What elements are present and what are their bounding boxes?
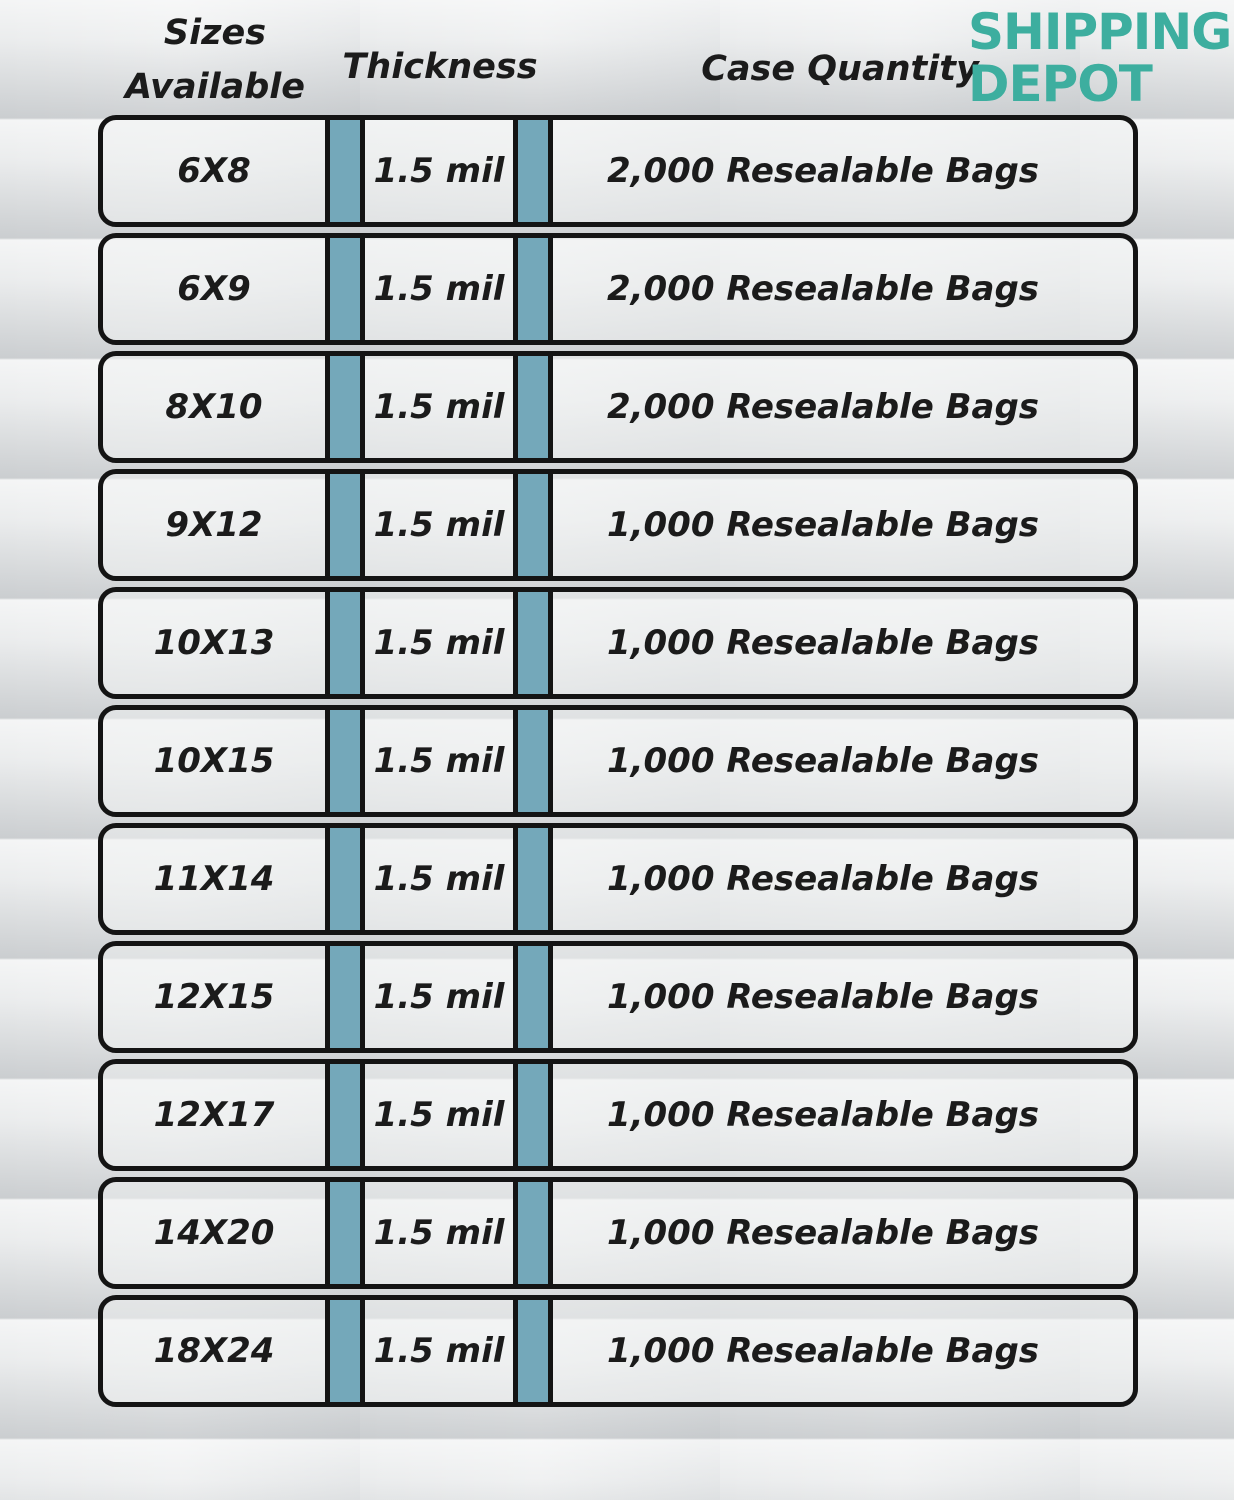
column-separator: [325, 351, 365, 463]
header-case-quantity: Case Quantity: [701, 49, 979, 89]
column-separator: [513, 823, 553, 935]
column-separator: [513, 705, 553, 817]
thickness-cell: 1.5 mil: [373, 859, 505, 899]
size-cell: 10X15: [153, 741, 275, 781]
thickness-cell: 1.5 mil: [373, 151, 505, 191]
size-cell: 12X15: [153, 977, 275, 1017]
table-row: [98, 941, 1138, 1053]
thickness-cell: 1.5 mil: [373, 741, 505, 781]
size-cell: 6X8: [177, 151, 251, 191]
thickness-cell: 1.5 mil: [373, 1095, 505, 1135]
table-row: [98, 1059, 1138, 1171]
table-row: [98, 587, 1138, 699]
table-row: [98, 351, 1138, 463]
quantity-cell: 1,000 Resealable Bags: [606, 1331, 1040, 1371]
column-separator: [325, 705, 365, 817]
quantity-cell: 1,000 Resealable Bags: [606, 977, 1040, 1017]
column-separator: [325, 1295, 365, 1407]
column-separator: [325, 587, 365, 699]
table-row: [98, 1295, 1138, 1407]
table-row: [98, 469, 1138, 581]
column-separator: [513, 1059, 553, 1171]
table-row: [98, 705, 1138, 817]
size-cell: 11X14: [153, 859, 275, 899]
thickness-cell: 1.5 mil: [373, 387, 505, 427]
thickness-cell: 1.5 mil: [373, 1331, 505, 1371]
column-separator: [513, 469, 553, 581]
quantity-cell: 1,000 Resealable Bags: [606, 741, 1040, 781]
thickness-cell: 1.5 mil: [373, 1213, 505, 1253]
quantity-cell: 1,000 Resealable Bags: [606, 859, 1040, 899]
quantity-cell: 2,000 Resealable Bags: [606, 269, 1040, 309]
column-separator: [513, 115, 553, 227]
table-row: [98, 115, 1138, 227]
column-separator: [325, 469, 365, 581]
thickness-cell: 1.5 mil: [373, 977, 505, 1017]
column-separator: [513, 233, 553, 345]
column-separator: [513, 351, 553, 463]
table-row: [98, 1177, 1138, 1289]
column-separator: [325, 1177, 365, 1289]
quantity-cell: 1,000 Resealable Bags: [606, 623, 1040, 663]
brand-logo: [968, 3, 1232, 113]
column-separator: [513, 1177, 553, 1289]
size-cell: 8X10: [165, 387, 263, 427]
quantity-cell: 1,000 Resealable Bags: [606, 1095, 1040, 1135]
header-thickness: Thickness: [342, 47, 538, 87]
logo-text-shipping: SHIPPING: [968, 3, 1232, 61]
table-row: [98, 233, 1138, 345]
size-table: [98, 115, 1138, 1413]
quantity-cell: 1,000 Resealable Bags: [606, 505, 1040, 545]
column-separator: [325, 941, 365, 1053]
size-cell: 6X9: [177, 269, 251, 309]
thickness-cell: 1.5 mil: [373, 623, 505, 663]
quantity-cell: 2,000 Resealable Bags: [606, 151, 1040, 191]
quantity-cell: 1,000 Resealable Bags: [606, 1213, 1040, 1253]
thickness-cell: 1.5 mil: [373, 505, 505, 545]
column-separator: [325, 823, 365, 935]
logo-text-depot: DEPOT: [968, 55, 1152, 113]
header-sizes-available: Sizes Available: [124, 13, 305, 107]
size-cell: 18X24: [153, 1331, 275, 1371]
size-cell: 9X12: [165, 505, 263, 545]
column-separator: [513, 1295, 553, 1407]
column-separator: [513, 587, 553, 699]
thickness-cell: 1.5 mil: [373, 269, 505, 309]
column-separator: [325, 1059, 365, 1171]
table-row: [98, 823, 1138, 935]
column-separator: [325, 115, 365, 227]
size-cell: 14X20: [153, 1213, 275, 1253]
quantity-cell: 2,000 Resealable Bags: [606, 387, 1040, 427]
size-cell: 10X13: [153, 623, 275, 663]
column-separator: [325, 233, 365, 345]
size-cell: 12X17: [153, 1095, 275, 1135]
column-separator: [513, 941, 553, 1053]
